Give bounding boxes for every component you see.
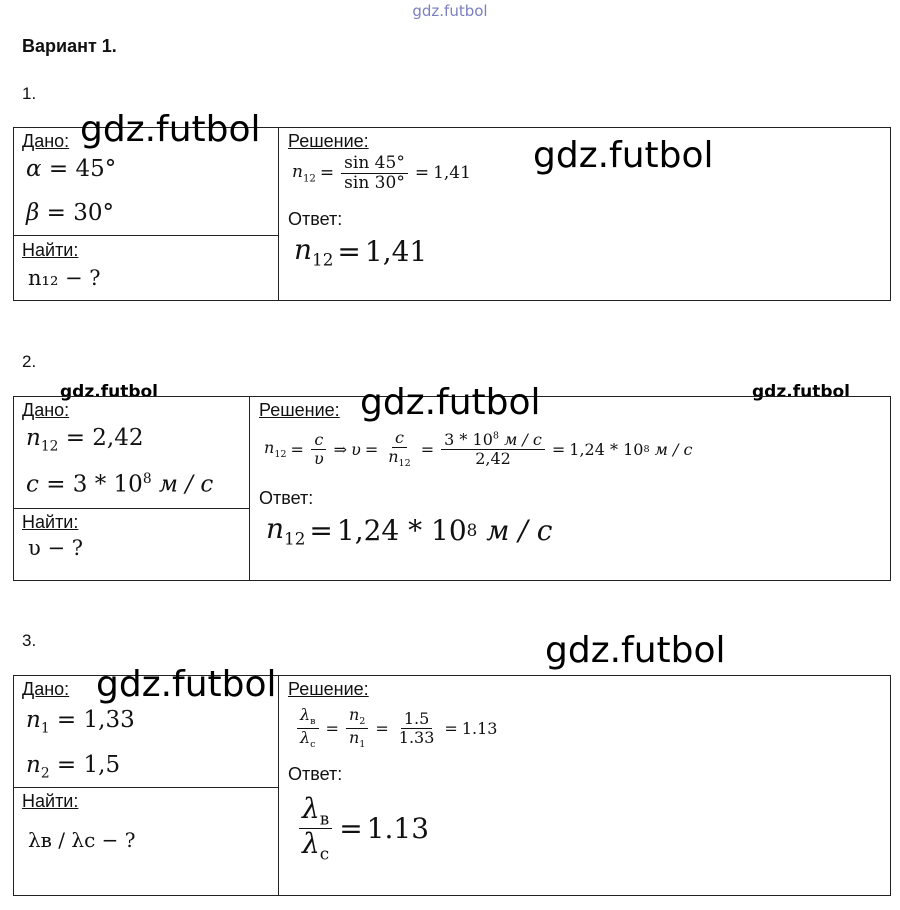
watermark: gdz.futbol: [360, 382, 541, 423]
row-divider: [14, 508, 249, 509]
solution-denominator: 2,42: [475, 448, 511, 468]
n1-value: 1,33: [83, 707, 135, 733]
watermark: gdz.futbol: [60, 382, 158, 402]
solution-result: 1.13: [461, 718, 498, 738]
c-value: 3 * 10: [72, 471, 143, 498]
problem-number: 3.: [22, 631, 37, 650]
solution-numerator: 1.5: [401, 710, 432, 729]
watermark: gdz.futbol: [545, 630, 726, 671]
answer-value: 1.13: [366, 812, 430, 846]
n12-value: 2,42: [92, 425, 144, 451]
solution-result: 1,24 * 10: [569, 439, 644, 459]
column-divider: [278, 676, 279, 895]
find-expression: λв / λс − ?: [28, 828, 136, 852]
find-label: Найти:: [22, 512, 79, 532]
solution-result-unit: м / с: [654, 439, 693, 459]
find-label: Найти:: [22, 240, 79, 260]
given-label: Дано:: [22, 400, 70, 420]
solution-label: Решение:: [288, 679, 369, 699]
watermark: gdz.futbol: [533, 135, 714, 176]
solution-formula: $n_{12}$ = $\frac{\sin 45^\circ}{\sin 30^\circ}$ = 1,41: [292, 153, 471, 193]
alpha-value: 45°: [75, 156, 117, 182]
solution-formula: $n_{12}$ = $\frac{c}{\upsilon}$ ⇒ υ = $\frac{c}{n_{12}}$ = $\frac{3 * 10^8 м / с}{2,42}$ = 1,24 * 10 8 м / с: [264, 428, 693, 469]
row-divider: [14, 787, 278, 788]
problem-1-table: [13, 127, 891, 301]
answer-formula: $\frac{\lambda_в}{\lambda_с}$ = 1.13: [296, 794, 429, 863]
solution-numerator: sin 45°: [341, 154, 408, 174]
watermark: gdz.futbol: [96, 664, 277, 705]
solution-result: 1,41: [433, 163, 471, 184]
given-label: Дано:: [22, 131, 70, 151]
beta-value: 30°: [73, 200, 114, 226]
c-unit: м / с: [158, 471, 214, 498]
given-label: Дано:: [22, 679, 70, 699]
problem-number: 1.: [22, 84, 37, 103]
given-n12: $n_{12} = 2,42$: [26, 425, 144, 455]
solution-result-exp: 8: [643, 443, 650, 455]
find-expression: υ − ?: [28, 536, 83, 560]
answer-exp: 8: [466, 520, 478, 541]
solution-label: Решение:: [288, 131, 369, 151]
site-watermark-header[interactable]: gdz.futbol: [412, 2, 488, 20]
answer-label: Ответ:: [288, 209, 343, 229]
answer-formula: $n_{12}$ = 1,41: [294, 233, 428, 270]
solution-formula: $\frac{\lambda_в}{\lambda_с}$ = $\frac{n_2}{n_1}$ = $\frac{1.5}{1.33}$ = 1.13: [294, 706, 497, 750]
solution-mult: 3 * 10: [444, 430, 493, 450]
watermark: gdz.futbol: [80, 109, 261, 150]
given-n2: $n_2 = 1,5$: [26, 752, 121, 782]
given-c: $c = 3 * 10^8$ м / с: [26, 471, 214, 498]
given-beta: β = 30°: [26, 200, 114, 226]
solution-exp: 8: [492, 430, 499, 442]
answer-formula: $n_{12}$ = 1,24 * 10 8 м / с: [266, 512, 553, 549]
problem-3-table: [13, 675, 891, 896]
problem-number: 2.: [22, 352, 37, 371]
page-heading: Вариант 1.: [22, 36, 117, 56]
answer-label: Ответ:: [259, 488, 314, 508]
answer-value: 1,41: [364, 234, 428, 268]
answer-value: 1,24 * 10: [336, 513, 467, 547]
c-exponent: 8: [142, 471, 152, 487]
solution-label: Решение:: [259, 400, 340, 420]
answer-label: Ответ:: [288, 764, 343, 784]
problem-2-table: [13, 396, 891, 581]
watermark: gdz.futbol: [752, 382, 850, 402]
solution-unit: м / с: [504, 430, 542, 450]
n2-value: 1,5: [83, 752, 121, 778]
given-n1: $n_1 = 1,33$: [26, 707, 135, 737]
find-expression: n₁₂ − ?: [28, 266, 101, 290]
given-alpha: α = 45°: [26, 156, 117, 182]
column-divider: [249, 397, 250, 580]
row-divider: [14, 235, 278, 236]
find-label: Найти:: [22, 791, 79, 811]
solution-denominator: sin 30°: [344, 172, 405, 193]
column-divider: [278, 128, 279, 300]
solution-denominator: 1.33: [398, 727, 435, 747]
answer-unit: м / с: [486, 513, 553, 547]
